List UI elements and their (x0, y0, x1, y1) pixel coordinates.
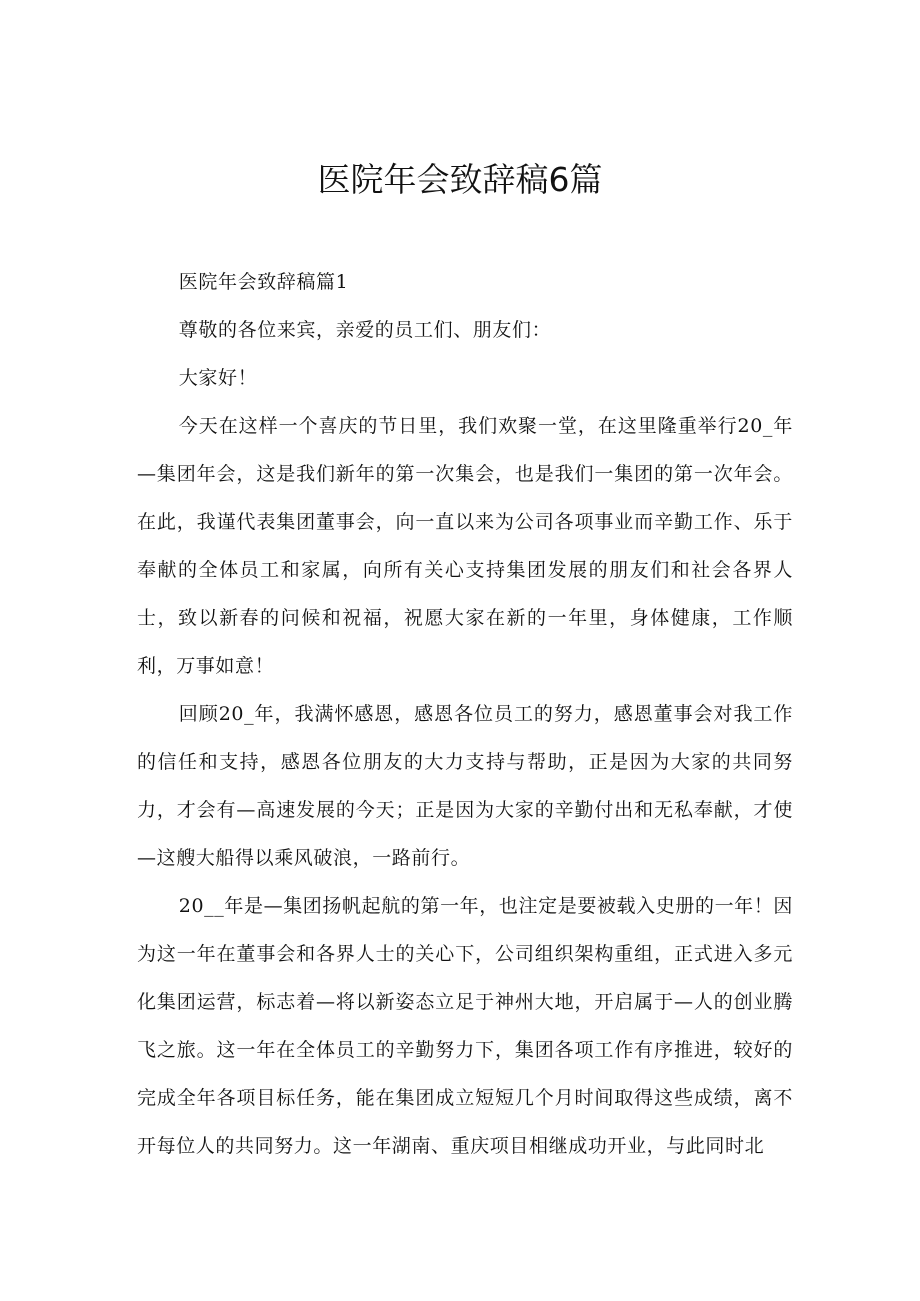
document-title: 医院年会致辞稿6篇 (317, 160, 603, 199)
document-body (137, 258, 793, 1170)
section-heading: 医院年会致辞稿篇1 (178, 271, 349, 293)
paragraph-year-summary: 20__年是—集团扬帆起航的第一年，也注定是要被载入史册的一年！因为这一年在董事会和各界人士的关心下，公司组织架构重组，正式进入多元化集团运营，标志着—将以新姿态立足于神州大地，开启属于—人的创业腾飞之旅。这一年在全体员工的辛勤努力下，集团各项工作有序推进，较好的完成全年各项目标任务，能在集团成立短短几个月时间取得这些成绩，离不开每位人的共同努力。这一年湖南、重庆项目相继成功开业，与此同时北 (137, 895, 793, 1157)
salutation: 尊敬的各位来宾，亲爱的员工们、朋友们： (178, 319, 552, 341)
paragraph-opening: 今天在这样一个喜庆的节日里，我们欢聚一堂，在这里隆重举行20_年—集团年会，这是我们新年的第一次集会，也是我们一集团的第一次年会。在此，我谨代表集团董事会，向一直以来为公司各项事业而辛勤工作、乐于奉献的全体员工和家属，向所有关心支持集团发展的朋友们和社会各界人士，致以新春的问候和祝福，祝愿大家在新的一年里，身体健康，工作顺利，万事如意！ (137, 415, 793, 677)
greeting: 大家好！ (178, 367, 258, 389)
paragraph-review: 回顾20_年，我满怀感恩，感恩各位员工的努力，感恩董事会对我工作的信任和支持，感恩各位朋友的大力支持与帮助，正是因为大家的共同努力，才会有—高速发展的今天；正是因为大家的辛勤付出和无私奉献，才使—这艘大船得以乘风破浪，一路前行。 (137, 703, 793, 869)
